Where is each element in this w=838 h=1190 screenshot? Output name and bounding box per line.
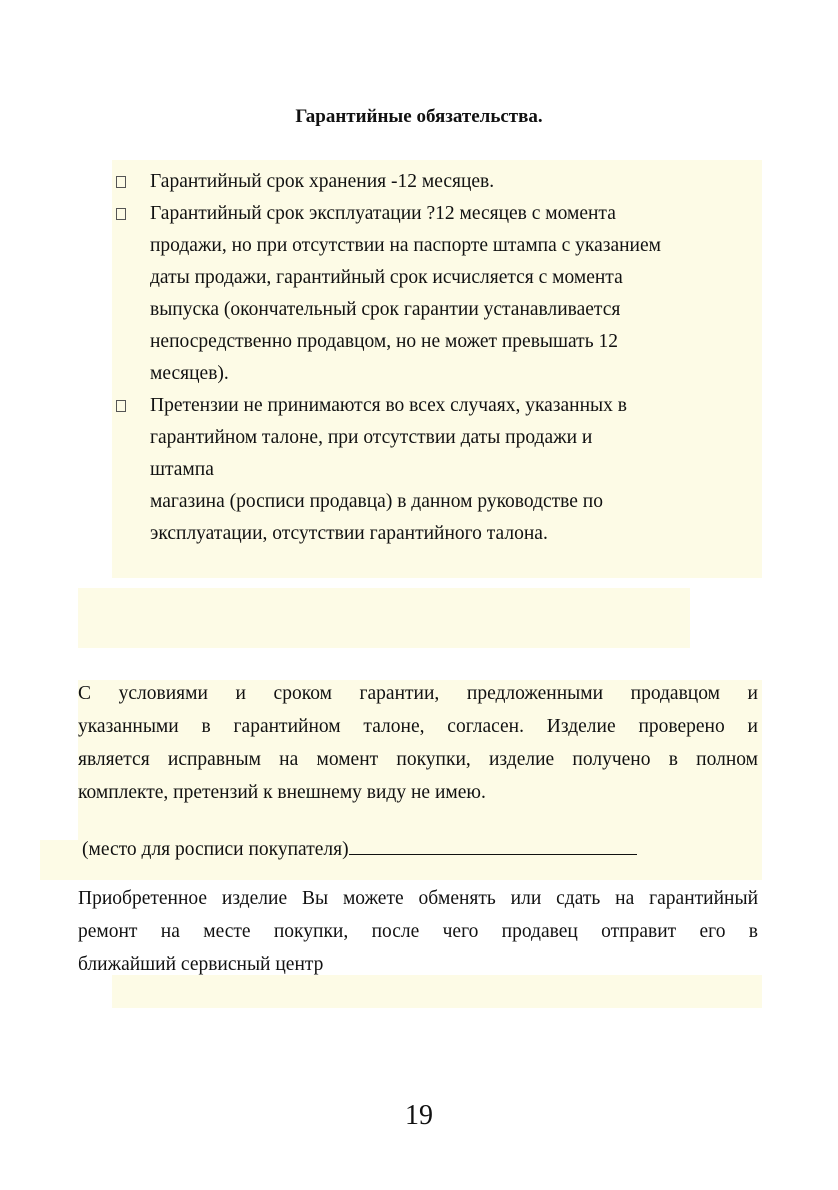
warranty-item-storage — [112, 166, 752, 198]
bullet-text: Претензии не принимаются во всех случаях, указанных в гарантийном талоне, при отсутствии даты продажи и штампа магазина (росписи продавца) в данном руководстве по эксплуатации, отсутствии гарантийного талона. — [150, 395, 627, 544]
text-highlight-band — [78, 588, 690, 648]
bullet-square-icon — [116, 400, 126, 412]
agreement-paragraph: С условиями и сроком гарантии, предложенными продавцом и указанными в гарантийном талоне, согласен. Изделие проверено и является исправным на момент покупки, изделие получено в полном комплекте, претензий к внешнему виду не имею. — [78, 683, 758, 803]
buyer-signature-field — [82, 834, 637, 865]
signature-line — [349, 834, 637, 855]
bullet-square-icon — [116, 208, 126, 220]
page-number: 19 — [405, 1100, 433, 1131]
bullet-text: Гарантийный срок эксплуатации ?12 месяцев с момента продажи, но при отсутствии на паспорте штампа с указанием даты продажи, гарантийный срок исчисляется с момента выпуска (окончательный срок гарантии устанавливается непосредственно продавцом, но не может превышать 12 месяцев). — [150, 203, 661, 384]
page-title: Гарантийные обязательства. — [295, 106, 543, 127]
exchange-paragraph: Приобретенное изделие Вы можете обменять или сдать на гарантийный ремонт на месте покупки, после чего продавец отправит его в ближайший сервисный центр — [78, 888, 758, 975]
signature-label: (место для росписи покупателя) — [82, 839, 349, 860]
bullet-text: Гарантийный срок хранения -12 месяцев. — [150, 171, 495, 192]
warranty-item-operation — [112, 198, 752, 390]
warranty-item-claims — [112, 390, 752, 550]
bullet-square-icon — [116, 176, 126, 188]
